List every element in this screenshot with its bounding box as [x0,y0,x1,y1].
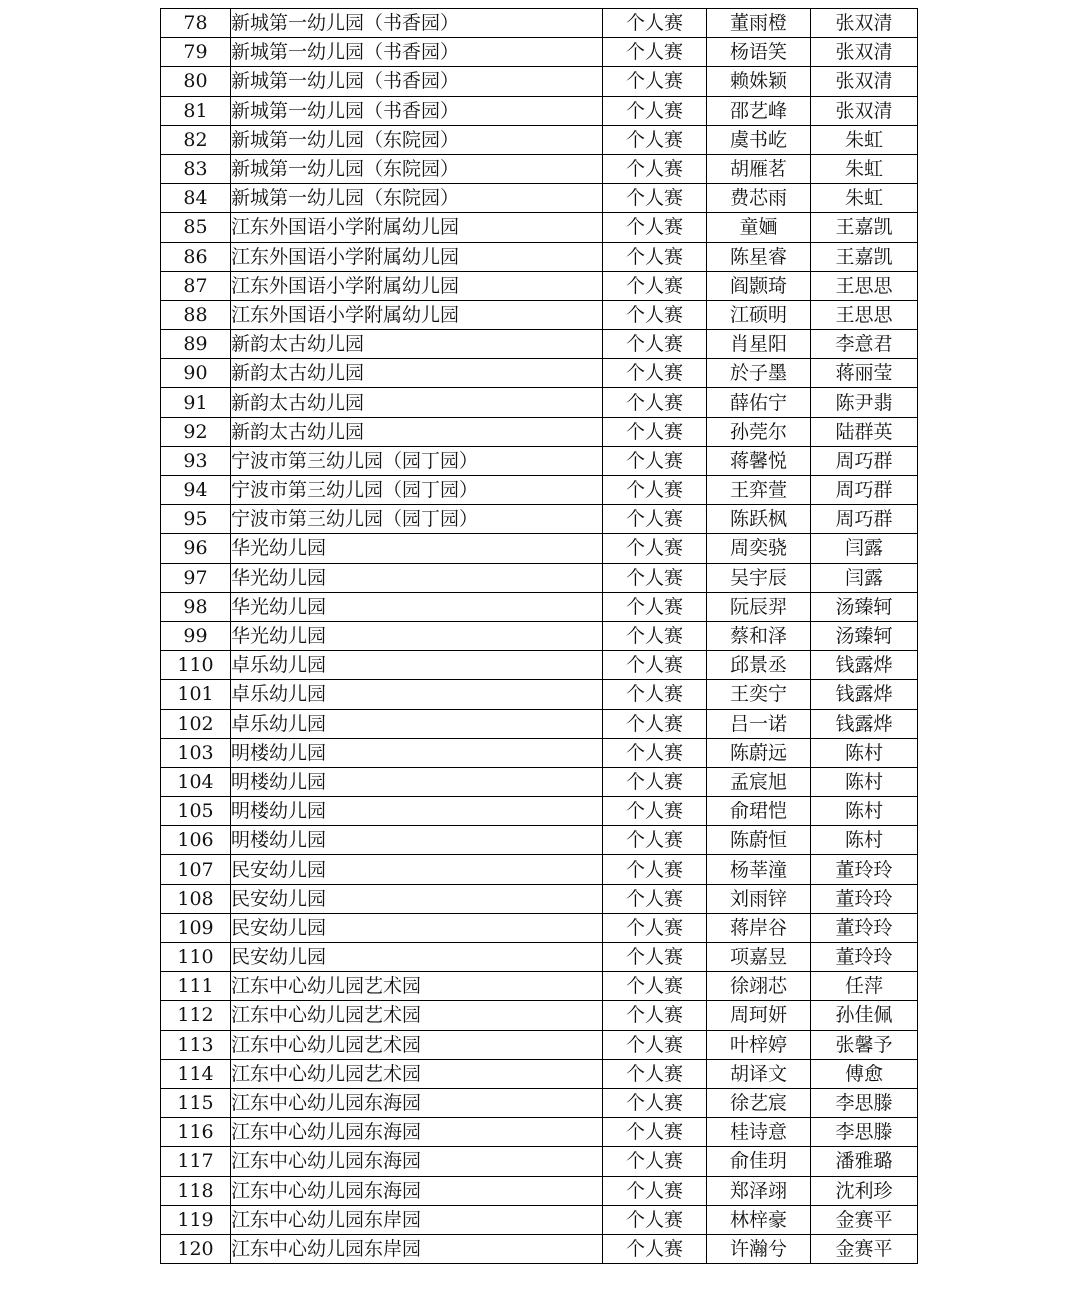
student-name-cell: 吴宇辰 [707,563,811,592]
table-row [161,680,918,709]
entry-number-cell: 102 [161,709,231,738]
entry-number-cell: 83 [161,154,231,183]
school-name-cell: 江东外国语小学附属幼儿园 [231,271,603,300]
competition-type-cell: 个人赛 [603,67,707,96]
school-name-cell: 明楼幼儿园 [231,767,603,796]
entry-number-cell: 79 [161,38,231,67]
table-row [161,388,918,417]
competition-type-cell: 个人赛 [603,1030,707,1059]
competition-type-cell: 个人赛 [603,417,707,446]
table-row [161,621,918,650]
school-name-cell: 新城第一幼儿园（东院园） [231,184,603,213]
table-row [161,1118,918,1147]
student-name-cell: 徐翊芯 [707,972,811,1001]
student-name-cell: 胡雁茗 [707,154,811,183]
table-row [161,417,918,446]
entry-number-cell: 110 [161,943,231,972]
competition-type-cell: 个人赛 [603,563,707,592]
student-name-cell: 吕一诺 [707,709,811,738]
entry-number-cell: 120 [161,1234,231,1263]
teacher-name-cell: 王思思 [811,271,918,300]
school-name-cell: 新城第一幼儿园（书香园） [231,67,603,96]
competition-type-cell: 个人赛 [603,797,707,826]
student-name-cell: 蔡和泽 [707,621,811,650]
school-name-cell: 华光幼儿园 [231,563,603,592]
entry-number-cell: 108 [161,884,231,913]
student-name-cell: 蒋岸谷 [707,913,811,942]
table-row [161,300,918,329]
school-name-cell: 明楼幼儿园 [231,797,603,826]
student-name-cell: 王奕宁 [707,680,811,709]
competition-type-cell: 个人赛 [603,621,707,650]
student-name-cell: 赖姝颖 [707,67,811,96]
entry-number-cell: 80 [161,67,231,96]
table-row [161,1205,918,1234]
roster-document [160,8,917,1264]
teacher-name-cell: 张双清 [811,67,918,96]
school-name-cell: 江东中心幼儿园艺术园 [231,1059,603,1088]
teacher-name-cell: 闫露 [811,563,918,592]
school-name-cell: 华光幼儿园 [231,592,603,621]
school-name-cell: 新韵太古幼儿园 [231,330,603,359]
student-name-cell: 陈蔚恒 [707,826,811,855]
student-name-cell: 陈跃枫 [707,505,811,534]
table-row [161,855,918,884]
entry-number-cell: 78 [161,9,231,38]
competition-type-cell: 个人赛 [603,884,707,913]
entry-number-cell: 93 [161,446,231,475]
teacher-name-cell: 陆群英 [811,417,918,446]
school-name-cell: 江东外国语小学附属幼儿园 [231,300,603,329]
teacher-name-cell: 李思滕 [811,1118,918,1147]
table-row [161,943,918,972]
teacher-name-cell: 陈村 [811,767,918,796]
competition-type-cell: 个人赛 [603,359,707,388]
competition-type-cell: 个人赛 [603,1147,707,1176]
student-name-cell: 项嘉昱 [707,943,811,972]
entry-number-cell: 98 [161,592,231,621]
entry-number-cell: 116 [161,1118,231,1147]
competition-type-cell: 个人赛 [603,213,707,242]
student-name-cell: 桂诗意 [707,1118,811,1147]
table-row [161,446,918,475]
teacher-name-cell: 周巧群 [811,446,918,475]
competition-type-cell: 个人赛 [603,330,707,359]
teacher-name-cell: 朱虹 [811,125,918,154]
entry-number-cell: 112 [161,1001,231,1030]
competition-type-cell: 个人赛 [603,709,707,738]
school-name-cell: 宁波市第三幼儿园（园丁园） [231,476,603,505]
entry-number-cell: 91 [161,388,231,417]
teacher-name-cell: 董玲玲 [811,884,918,913]
competition-type-cell: 个人赛 [603,767,707,796]
student-name-cell: 刘雨锌 [707,884,811,913]
roster-table [160,8,918,1264]
school-name-cell: 民安幼儿园 [231,913,603,942]
school-name-cell: 新城第一幼儿园（东院园） [231,125,603,154]
table-row [161,826,918,855]
entry-number-cell: 95 [161,505,231,534]
table-row [161,709,918,738]
competition-type-cell: 个人赛 [603,476,707,505]
school-name-cell: 明楼幼儿园 [231,738,603,767]
teacher-name-cell: 金赛平 [811,1205,918,1234]
school-name-cell: 民安幼儿园 [231,884,603,913]
entry-number-cell: 109 [161,913,231,942]
teacher-name-cell: 王嘉凯 [811,242,918,271]
competition-type-cell: 个人赛 [603,680,707,709]
school-name-cell: 卓乐幼儿园 [231,651,603,680]
table-row [161,884,918,913]
teacher-name-cell: 汤臻轲 [811,621,918,650]
school-name-cell: 民安幼儿园 [231,943,603,972]
competition-type-cell: 个人赛 [603,738,707,767]
table-row [161,1030,918,1059]
table-row [161,1147,918,1176]
student-name-cell: 董雨橙 [707,9,811,38]
student-name-cell: 杨莘潼 [707,855,811,884]
teacher-name-cell: 潘雅璐 [811,1147,918,1176]
student-name-cell: 阎颢琦 [707,271,811,300]
competition-type-cell: 个人赛 [603,651,707,680]
entry-number-cell: 84 [161,184,231,213]
teacher-name-cell: 钱露烨 [811,709,918,738]
entry-number-cell: 96 [161,534,231,563]
student-name-cell: 於子墨 [707,359,811,388]
school-name-cell: 江东中心幼儿园艺术园 [231,972,603,1001]
school-name-cell: 江东外国语小学附属幼儿园 [231,242,603,271]
competition-type-cell: 个人赛 [603,242,707,271]
school-name-cell: 新城第一幼儿园（书香园） [231,9,603,38]
competition-type-cell: 个人赛 [603,300,707,329]
roster-table-body [161,9,918,1264]
competition-type-cell: 个人赛 [603,1234,707,1263]
entry-number-cell: 119 [161,1205,231,1234]
school-name-cell: 江东中心幼儿园艺术园 [231,1001,603,1030]
table-row [161,972,918,1001]
teacher-name-cell: 周巧群 [811,505,918,534]
school-name-cell: 宁波市第三幼儿园（园丁园） [231,505,603,534]
competition-type-cell: 个人赛 [603,1001,707,1030]
school-name-cell: 宁波市第三幼儿园（园丁园） [231,446,603,475]
table-row [161,9,918,38]
student-name-cell: 童婳 [707,213,811,242]
table-row [161,1001,918,1030]
entry-number-cell: 99 [161,621,231,650]
entry-number-cell: 90 [161,359,231,388]
table-row [161,913,918,942]
table-row [161,184,918,213]
school-name-cell: 新城第一幼儿园（书香园） [231,96,603,125]
student-name-cell: 俞佳玥 [707,1147,811,1176]
school-name-cell: 江东中心幼儿园东海园 [231,1176,603,1205]
school-name-cell: 卓乐幼儿园 [231,709,603,738]
competition-type-cell: 个人赛 [603,184,707,213]
school-name-cell: 民安幼儿园 [231,855,603,884]
competition-type-cell: 个人赛 [603,96,707,125]
entry-number-cell: 107 [161,855,231,884]
teacher-name-cell: 陈尹翡 [811,388,918,417]
table-row [161,330,918,359]
school-name-cell: 华光幼儿园 [231,621,603,650]
entry-number-cell: 87 [161,271,231,300]
table-row [161,534,918,563]
student-name-cell: 王弈萱 [707,476,811,505]
competition-type-cell: 个人赛 [603,534,707,563]
school-name-cell: 华光幼儿园 [231,534,603,563]
entry-number-cell: 97 [161,563,231,592]
entry-number-cell: 92 [161,417,231,446]
table-row [161,1088,918,1117]
entry-number-cell: 106 [161,826,231,855]
school-name-cell: 卓乐幼儿园 [231,680,603,709]
competition-type-cell: 个人赛 [603,592,707,621]
student-name-cell: 费芯雨 [707,184,811,213]
competition-type-cell: 个人赛 [603,271,707,300]
competition-type-cell: 个人赛 [603,913,707,942]
student-name-cell: 孙莞尔 [707,417,811,446]
school-name-cell: 新城第一幼儿园（东院园） [231,154,603,183]
school-name-cell: 新韵太古幼儿园 [231,417,603,446]
table-row [161,476,918,505]
entry-number-cell: 110 [161,651,231,680]
student-name-cell: 叶梓婷 [707,1030,811,1059]
student-name-cell: 林梓豪 [707,1205,811,1234]
competition-type-cell: 个人赛 [603,1088,707,1117]
table-row [161,1176,918,1205]
student-name-cell: 肖星阳 [707,330,811,359]
table-row [161,797,918,826]
entry-number-cell: 103 [161,738,231,767]
table-row [161,592,918,621]
table-row [161,1234,918,1263]
student-name-cell: 胡译文 [707,1059,811,1088]
entry-number-cell: 101 [161,680,231,709]
teacher-name-cell: 陈村 [811,826,918,855]
teacher-name-cell: 董玲玲 [811,913,918,942]
student-name-cell: 阮辰羿 [707,592,811,621]
table-row [161,96,918,125]
entry-number-cell: 86 [161,242,231,271]
competition-type-cell: 个人赛 [603,1205,707,1234]
teacher-name-cell: 金赛平 [811,1234,918,1263]
table-row [161,38,918,67]
student-name-cell: 薛佑宁 [707,388,811,417]
student-name-cell: 虞书屹 [707,125,811,154]
competition-type-cell: 个人赛 [603,9,707,38]
entry-number-cell: 105 [161,797,231,826]
teacher-name-cell: 朱虹 [811,154,918,183]
entry-number-cell: 89 [161,330,231,359]
competition-type-cell: 个人赛 [603,154,707,183]
student-name-cell: 许瀚兮 [707,1234,811,1263]
student-name-cell: 郑泽翊 [707,1176,811,1205]
teacher-name-cell: 沈利珍 [811,1176,918,1205]
student-name-cell: 杨语笑 [707,38,811,67]
teacher-name-cell: 朱虹 [811,184,918,213]
competition-type-cell: 个人赛 [603,125,707,154]
school-name-cell: 江东外国语小学附属幼儿园 [231,213,603,242]
school-name-cell: 江东中心幼儿园东海园 [231,1147,603,1176]
table-row [161,213,918,242]
school-name-cell: 江东中心幼儿园东海园 [231,1118,603,1147]
teacher-name-cell: 陈村 [811,738,918,767]
teacher-name-cell: 李思滕 [811,1088,918,1117]
table-row [161,125,918,154]
table-row [161,1059,918,1088]
teacher-name-cell: 孙佳佩 [811,1001,918,1030]
competition-type-cell: 个人赛 [603,1118,707,1147]
student-name-cell: 江硕明 [707,300,811,329]
student-name-cell: 周奕骁 [707,534,811,563]
teacher-name-cell: 张双清 [811,96,918,125]
student-name-cell: 俞珺恺 [707,797,811,826]
teacher-name-cell: 董玲玲 [811,855,918,884]
student-name-cell: 徐艺宸 [707,1088,811,1117]
teacher-name-cell: 蒋丽莹 [811,359,918,388]
competition-type-cell: 个人赛 [603,1176,707,1205]
teacher-name-cell: 任萍 [811,972,918,1001]
entry-number-cell: 117 [161,1147,231,1176]
teacher-name-cell: 张双清 [811,9,918,38]
student-name-cell: 孟宸旭 [707,767,811,796]
entry-number-cell: 118 [161,1176,231,1205]
competition-type-cell: 个人赛 [603,446,707,475]
competition-type-cell: 个人赛 [603,1059,707,1088]
entry-number-cell: 94 [161,476,231,505]
student-name-cell: 邱景丞 [707,651,811,680]
entry-number-cell: 114 [161,1059,231,1088]
teacher-name-cell: 傅愈 [811,1059,918,1088]
competition-type-cell: 个人赛 [603,505,707,534]
teacher-name-cell: 王嘉凯 [811,213,918,242]
table-row [161,505,918,534]
teacher-name-cell: 周巧群 [811,476,918,505]
table-row [161,651,918,680]
student-name-cell: 邵艺峰 [707,96,811,125]
student-name-cell: 蒋馨悦 [707,446,811,475]
teacher-name-cell: 钱露烨 [811,651,918,680]
school-name-cell: 新韵太古幼儿园 [231,359,603,388]
student-name-cell: 周珂妍 [707,1001,811,1030]
teacher-name-cell: 汤臻轲 [811,592,918,621]
table-row [161,767,918,796]
table-row [161,359,918,388]
teacher-name-cell: 钱露烨 [811,680,918,709]
entry-number-cell: 111 [161,972,231,1001]
teacher-name-cell: 王思思 [811,300,918,329]
competition-type-cell: 个人赛 [603,855,707,884]
entry-number-cell: 85 [161,213,231,242]
teacher-name-cell: 李意君 [811,330,918,359]
competition-type-cell: 个人赛 [603,972,707,1001]
table-row [161,242,918,271]
entry-number-cell: 81 [161,96,231,125]
entry-number-cell: 88 [161,300,231,329]
teacher-name-cell: 闫露 [811,534,918,563]
school-name-cell: 新城第一幼儿园（书香园） [231,38,603,67]
teacher-name-cell: 张双清 [811,38,918,67]
competition-type-cell: 个人赛 [603,826,707,855]
student-name-cell: 陈星睿 [707,242,811,271]
school-name-cell: 江东中心幼儿园东岸园 [231,1234,603,1263]
school-name-cell: 江东中心幼儿园艺术园 [231,1030,603,1059]
entry-number-cell: 104 [161,767,231,796]
student-name-cell: 陈蔚远 [707,738,811,767]
table-row [161,271,918,300]
entry-number-cell: 115 [161,1088,231,1117]
table-row [161,563,918,592]
table-row [161,154,918,183]
competition-type-cell: 个人赛 [603,388,707,417]
school-name-cell: 新韵太古幼儿园 [231,388,603,417]
school-name-cell: 江东中心幼儿园东海园 [231,1088,603,1117]
school-name-cell: 江东中心幼儿园东岸园 [231,1205,603,1234]
school-name-cell: 明楼幼儿园 [231,826,603,855]
entry-number-cell: 82 [161,125,231,154]
teacher-name-cell: 陈村 [811,797,918,826]
teacher-name-cell: 张馨予 [811,1030,918,1059]
competition-type-cell: 个人赛 [603,943,707,972]
teacher-name-cell: 董玲玲 [811,943,918,972]
competition-type-cell: 个人赛 [603,38,707,67]
entry-number-cell: 113 [161,1030,231,1059]
table-row [161,738,918,767]
table-row [161,67,918,96]
